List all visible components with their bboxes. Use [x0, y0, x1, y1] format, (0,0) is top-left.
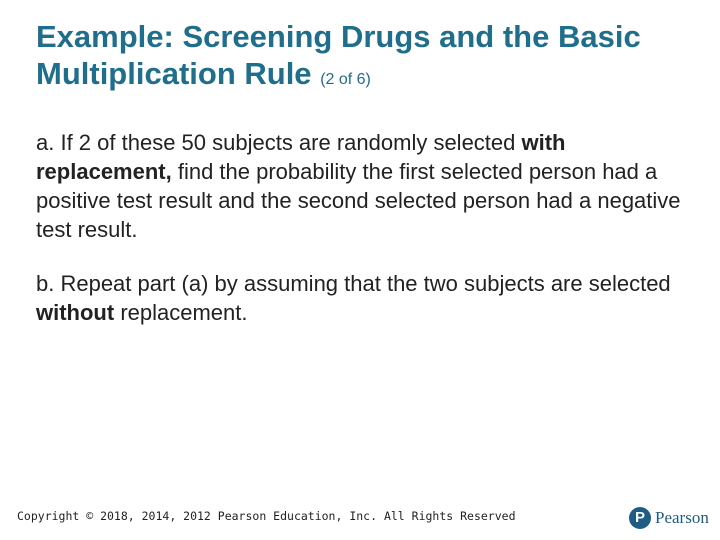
slide-title-main: Example: Screening Drugs and the Basic Multiplication Rule [36, 19, 641, 91]
pearson-logo-text: Pearson [655, 508, 709, 527]
pearson-logo [629, 505, 709, 531]
pearson-logo-icon: P [629, 507, 651, 529]
part-b-text [36, 269, 686, 327]
part-b-post: replacement. [114, 300, 248, 325]
part-a-text [36, 128, 686, 244]
part-a-post: find the probability the first selected person had a positive test result and the second selected person had a negative test result. [36, 159, 681, 242]
slide-title [36, 18, 696, 98]
part-b-emphasis: without [36, 300, 115, 325]
part-a-emphasis: with replacement, [36, 130, 566, 184]
part-b-pre: b. Repeat part (a) by assuming that the two subjects are selected [36, 271, 671, 296]
slide-title-part-indicator: (2 of 6) [320, 71, 371, 88]
part-a-pre: a. If 2 of these 50 subjects are randomly selected [36, 130, 522, 155]
copyright-notice: Copyright © 2018, 2014, 2012 Pearson Education, Inc. All Rights Reserved [17, 509, 516, 523]
